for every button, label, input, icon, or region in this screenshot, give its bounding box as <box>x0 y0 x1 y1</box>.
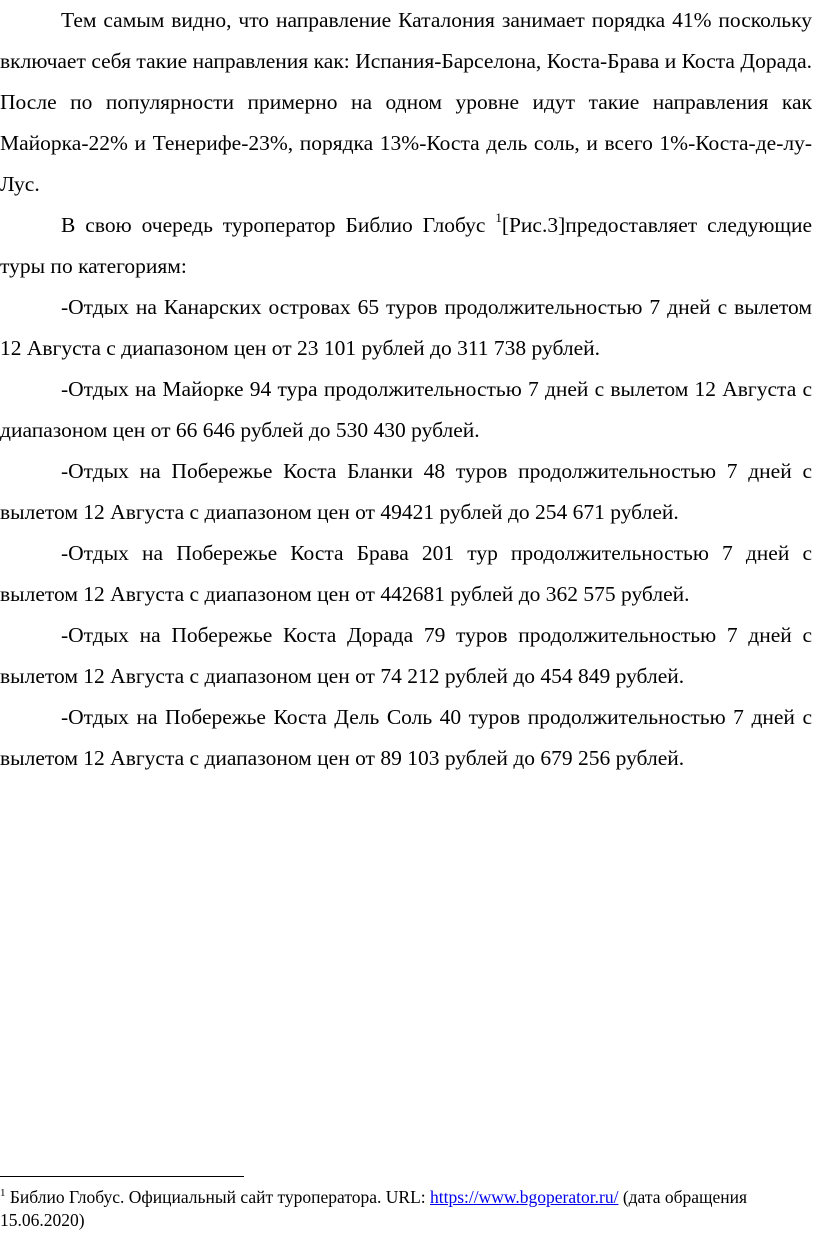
footnote-access-date: (дата обращения 15.06.2020) <box>0 1187 748 1230</box>
list-item-mallorca: -Отдых на Майорке 94 тура продолжительностью 7 дней с вылетом 12 Августа с диапазоном цен от 66 646 рублей до 530 430 рублей. <box>0 377 812 442</box>
list-item-costa-del-sol: -Отдых на Побережье Коста Дель Соль 40 туров продолжительностью 7 дней с вылетом 12 Августа с диапазоном цен от 89 103 рублей до 679 256 рублей. <box>0 705 812 770</box>
footnote-text: Библио Глобус. Официальный сайт туроператора. URL: <box>5 1187 431 1207</box>
footnote-link[interactable]: https://www.bgoperator.ru/ <box>430 1187 619 1207</box>
footnote <box>0 1186 800 1232</box>
intro-text-continued: [Рис.3]предоставляет следующие туры по категориям: <box>0 213 812 278</box>
list-item-costa-dorada: -Отдых на Побережье Коста Дорада 79 туров продолжительностью 7 дней с вылетом 12 Августа с диапазоном цен от 74 212 рублей до 454 849 рублей. <box>0 623 812 688</box>
list-item-costa-blanca: -Отдых на Побережье Коста Бланки 48 туров продолжительностью 7 дней с вылетом 12 Августа с диапазоном цен от 49421 рублей до 254 671 рублей. <box>0 459 812 524</box>
paragraph-biblio-globus-intro <box>0 205 812 287</box>
footnote-reference[interactable]: 1 <box>495 209 502 225</box>
footnote-marker: 1 <box>0 1187 6 1200</box>
list-item-costa-brava: -Отдых на Побережье Коста Брава 201 тур продолжительностью 7 дней с вылетом 12 Августа с диапазоном цен от 442681 рублей до 362 575 рублей. <box>0 541 812 606</box>
list-item-canary-islands: -Отдых на Канарских островах 65 туров продолжительностью 7 дней с вылетом 12 Августа с диапазоном цен от 23 101 рублей до 311 738 рублей. <box>0 295 812 360</box>
intro-text: В свою очередь туроператор Библио Глобус <box>61 213 496 237</box>
footnote-separator <box>0 1176 244 1177</box>
paragraph-catalonia-share: Тем самым видно, что направление Каталония занимает порядка 41% поскольку включает себя такие направления как: Испания-Барселона, Коста-Брава и Коста Дорада. После по популярности примерно на одном уровне идут такие направления как Майорка-22% и Тенерифе-23%, порядка 13%-Коста дель соль, и всего 1%-Коста-де-лу-Лус. <box>0 8 812 196</box>
